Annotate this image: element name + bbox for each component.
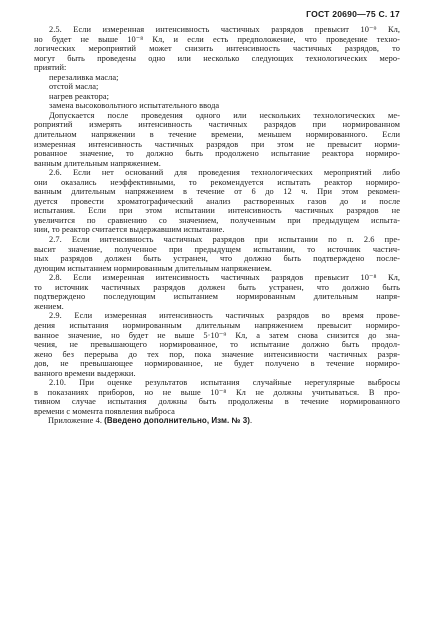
text-line: 2.9. Если измеренная интенсивность частичных разрядов во время прове- [49, 311, 400, 321]
text-line: испытания. Если при этом испытании интенсивность частичных разрядов не [34, 206, 400, 216]
appendix-prefix: Приложение 4. [48, 416, 102, 426]
paragraph-2-5 [34, 25, 400, 73]
text-line: дения испытания нормированным длительным напряжением превысит нормиро- [34, 320, 400, 330]
text-line: нии, то реактор считается выдержавшим испытание. [34, 225, 225, 235]
text-line: высит значение, полученное при предыдущем испытании, то источник частич- [34, 244, 400, 254]
text-line: 2.7. Если интенсивность частичных разрядов при испытании по п. 2.6 пре- [49, 235, 400, 245]
text-line: роприятий измерять интенсивность частичных разрядов при нормированном [34, 120, 400, 130]
text-line: Допускается после проведения одного или нескольких технологических ме- [49, 110, 400, 120]
text-line: то источник частичных разрядов должен быть устранен, что должно быть [34, 282, 400, 292]
text-line: приятий: [34, 63, 67, 73]
text-line: 2.10. При оценке результатов испытания случайные нерегулярные выбросы [49, 378, 400, 388]
paragraph-2-9 [34, 311, 400, 378]
text-line: могут быть проведены одно или несколько следующих технологических меро- [34, 53, 400, 63]
paragraph-2-8 [34, 273, 400, 311]
paragraph-allowance [34, 111, 400, 168]
document-body [34, 25, 400, 426]
list-item: отстой масла; [49, 82, 99, 92]
list-item: замена высоковольтного испытательного ввода [49, 101, 220, 111]
text-line: 2.8. Если измеренная интенсивность частичных разрядов превысит 10⁻⁸ Кл, [49, 273, 400, 283]
list-item: перезаливка масла; [49, 72, 119, 82]
text-line: времени с момента появления выброса [34, 406, 175, 416]
text-line: длительном напряжении в течение времени, меньшем нормированного. Если [34, 130, 400, 140]
paragraph-2-7 [34, 235, 400, 273]
text-line: ванным длительным напряжением в течение от 6 до 12 ч. При этом рекомен- [34, 187, 400, 197]
text-line: логических мероприятий может снизить интенсивность частичных разрядов, то [34, 44, 400, 54]
text-line: рованное значение, то должно быть продолжено испытание реактора нормиро- [34, 149, 400, 159]
text-line: жено без перерыва до тех пор, пока значение интенсивности частичных разря- [34, 349, 400, 359]
text-line: ванным длительным напряжением. [34, 158, 161, 168]
appendix-note [34, 416, 400, 426]
text-line: дуется провести хроматографический анализ растворенных газов до и после [34, 196, 400, 206]
text-line: дов, не превышающее нормированное, не будет получено в течение нормиро- [34, 359, 400, 369]
text-line: в показаниях приборов, но не выше 10⁻⁸ Кл не должны учитываться. В про- [34, 387, 400, 397]
text-line: ванное значение, но будет не выше 5·10⁻⁹ Кл, а затем снова снизится до зна- [34, 330, 400, 340]
text-line: тивном случае испытания должны быть продолжены в течение нормированного [34, 397, 400, 407]
text-line: жением. [34, 301, 64, 311]
text-line: увеличится по сравнению со значением, полученным при предыдущем испыта- [34, 215, 400, 225]
text-line: ных разрядов должен быть устранен, что должно быть подтверждено после- [34, 254, 400, 264]
text-line: 2.6. Если нет оснований для проведения технологических мероприятий либо [49, 168, 400, 178]
paragraph-2-6 [34, 168, 400, 235]
text-line: чения, не превышающего нормированное, то испытание должно быть продол- [34, 340, 400, 350]
paragraph-2-10 [34, 378, 400, 416]
text-line: ванного времени выдержки. [34, 368, 136, 378]
text-line: дующим испытанием нормированным длительным напряжением. [34, 263, 272, 273]
text-line: они оказались неэффективными, то рекомендуется испытать реактор нормиро- [34, 177, 400, 187]
measures-list [34, 73, 400, 111]
appendix-suffix: . [249, 416, 253, 426]
text-line: но будет не выше 10⁻⁸ Кл, и если есть предположение, что проведение техно- [34, 34, 400, 44]
list-item: нагрев реактора; [49, 91, 110, 101]
text-line: подтверждено последующим испытанием нормированным длительным напря- [34, 292, 400, 302]
page-header: ГОСТ 20690—75 С. 17 [306, 9, 400, 19]
text-line: измеренная интенсивность частичных разрядов при этом не превысит норми- [34, 139, 400, 149]
amendment-note: (Введено дополнительно, Изм. № 3) [104, 416, 250, 426]
text-line: 2.5. Если измеренная интенсивность частичных разрядов превысит 10⁻⁹ Кл, [49, 25, 400, 34]
